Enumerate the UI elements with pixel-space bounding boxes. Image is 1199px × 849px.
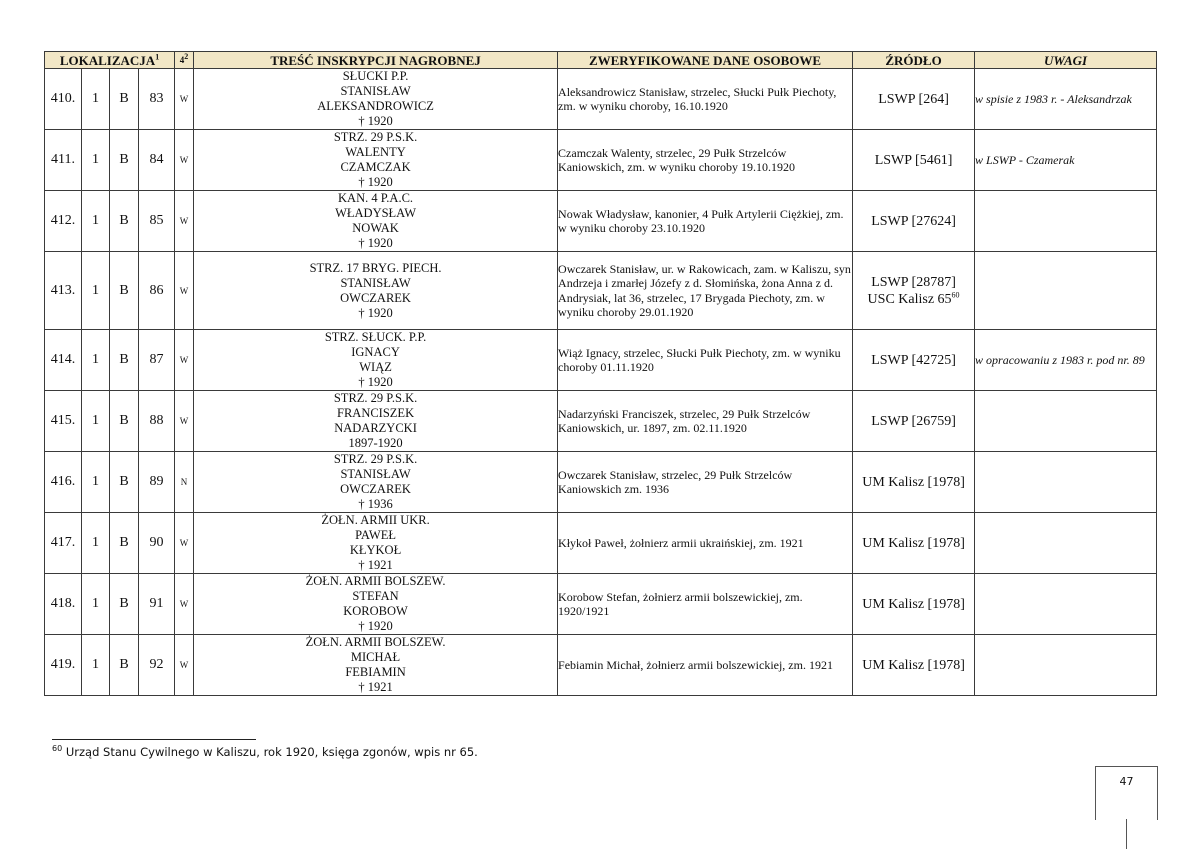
row-number: 411. (45, 130, 82, 191)
row-personal-data: Kłykoł Paweł, żołnierz armii ukraińskiej, zm. 1921 (558, 513, 853, 574)
row-grob: 92 (139, 635, 175, 696)
row-source (853, 513, 975, 574)
row-source (853, 69, 975, 130)
inscription-line-4: 1897-1920 (348, 436, 403, 450)
row-status: W (175, 252, 194, 330)
row-inscription (194, 191, 558, 252)
row-number: 416. (45, 452, 82, 513)
row-rzad: B (110, 635, 139, 696)
row-rzad: B (110, 252, 139, 330)
row-rzad: B (110, 391, 139, 452)
table-row (45, 130, 1157, 191)
inscription-line-3: NADARZYCKI (334, 421, 417, 435)
row-number: 417. (45, 513, 82, 574)
table-row (45, 574, 1157, 635)
row-source (853, 130, 975, 191)
row-remarks (975, 574, 1157, 635)
table-row (45, 391, 1157, 452)
row-kwatera: 1 (82, 191, 110, 252)
inscription-line-3: KOROBOW (343, 604, 408, 618)
row-grob: 86 (139, 252, 175, 330)
row-inscription (194, 69, 558, 130)
source-footnote-ref: 60 (951, 289, 960, 299)
row-source (853, 635, 975, 696)
row-status: W (175, 130, 194, 191)
inscription-line-1: STRZ. 17 BRYG. PIECH. (309, 260, 442, 275)
row-source (853, 574, 975, 635)
inscription-line-3: OWCZAREK (340, 482, 411, 496)
row-personal-data: Febiamin Michał, żołnierz armii bolszewickiej, zm. 1921 (558, 635, 853, 696)
inscription-line-4: † 1920 (358, 236, 393, 250)
row-kwatera: 1 (82, 635, 110, 696)
source-primary: UM Kalisz [1978] (862, 474, 965, 490)
inscription-line-3: WIĄZ (359, 360, 392, 374)
header-inskrypcja: TREŚĆ INSKRYPCJI NAGROBNEJ (194, 52, 558, 69)
inscription-line-2: PAWEŁ (355, 528, 396, 542)
row-kwatera: 1 (82, 69, 110, 130)
row-status: N (175, 452, 194, 513)
inscription-line-3: CZAMCZAK (340, 160, 411, 174)
header-uwagi: UWAGI (975, 52, 1157, 69)
table-row (45, 69, 1157, 130)
inscription-line-1: SŁUCKI P.P. (342, 69, 409, 83)
table-row (45, 513, 1157, 574)
row-kwatera: 1 (82, 513, 110, 574)
row-remarks (975, 252, 1157, 330)
inscription-line-4: † 1920 (358, 375, 393, 389)
row-kwatera: 1 (82, 391, 110, 452)
row-grob: 90 (139, 513, 175, 574)
row-rzad: B (110, 69, 139, 130)
header-col4: $4^2$ (175, 52, 194, 69)
row-remarks: w LSWP - Czamerak (975, 130, 1157, 191)
inscription-line-4: † 1920 (358, 175, 393, 189)
row-grob: 85 (139, 191, 175, 252)
row-source (853, 452, 975, 513)
row-personal-data: Korobow Stefan, żołnierz armii bolszewickiej, zm. 1920/1921 (558, 574, 853, 635)
inscription-line-4: † 1921 (358, 558, 393, 572)
row-source (853, 391, 975, 452)
inscription-line-2: STANISŁAW (340, 467, 411, 481)
inscription-line-3: KŁYKOŁ (349, 543, 402, 557)
inscription-line-2: MICHAŁ (350, 650, 401, 664)
inscription-line-4: † 1920 (358, 619, 393, 633)
table-row (45, 191, 1157, 252)
row-grob: 91 (139, 574, 175, 635)
inscription-line-4: † 1920 (358, 114, 393, 128)
row-remarks: w opracowaniu z 1983 r. pod nr. 89 (975, 330, 1157, 391)
inscription-line-1: ŻOŁN. ARMII BOLSZEW. (305, 635, 446, 649)
inscription-line-4: † 1920 (358, 305, 393, 320)
row-status: W (175, 513, 194, 574)
table-row (45, 635, 1157, 696)
footnote (52, 745, 478, 759)
row-remarks (975, 191, 1157, 252)
inscription-line-2: STEFAN (352, 589, 399, 603)
row-inscription (194, 252, 558, 330)
inscription-line-3: OWCZAREK (340, 290, 411, 305)
inscription-line-4: † 1921 (358, 680, 393, 694)
inscription-line-2: FRANCISZEK (337, 406, 415, 420)
row-status: W (175, 574, 194, 635)
footnote-text: Urząd Stanu Cywilnego w Kaliszu, rok 1920, księga zgonów, wpis nr 65. (62, 745, 478, 759)
table-row (45, 330, 1157, 391)
row-rzad: B (110, 513, 139, 574)
row-personal-data: Nowak Władysław, kanonier, 4 Pułk Artylerii Ciężkiej, zm. w wyniku choroby 23.10.1920 (558, 191, 853, 252)
inscription-line-3: ALEKSANDROWICZ (317, 99, 434, 113)
row-number: 413. (45, 252, 82, 330)
source-primary: LSWP [42725] (871, 352, 956, 368)
row-remarks (975, 635, 1157, 696)
source-primary: UM Kalisz [1978] (862, 535, 965, 551)
row-inscription (194, 452, 558, 513)
row-rzad: B (110, 574, 139, 635)
row-grob: 84 (139, 130, 175, 191)
table-header-row (45, 52, 1157, 69)
row-kwatera: 1 (82, 252, 110, 330)
row-inscription (194, 130, 558, 191)
source-primary: LSWP [264] (878, 91, 949, 107)
row-status: W (175, 191, 194, 252)
source-primary: LSWP [27624] (871, 213, 956, 229)
row-source (853, 191, 975, 252)
header-dane-osobowe: ZWERYFIKOWANE DANE OSOBOWE (558, 52, 853, 69)
source-primary: UM Kalisz [1978] (862, 596, 965, 612)
inscription-line-1: STRZ. 29 P.S.K. (333, 391, 418, 405)
row-source (853, 330, 975, 391)
table-body (45, 69, 1157, 696)
row-remarks (975, 391, 1157, 452)
row-remarks (975, 452, 1157, 513)
inscription-line-2: WŁADYSŁAW (335, 206, 417, 220)
inscription-line-1: ŻOŁN. ARMII BOLSZEW. (305, 574, 446, 588)
row-personal-data: Owczarek Stanisław, ur. w Rakowicach, zam. w Kaliszu, syn Andrzeja i zmarłej Józefy z d. Słomińska, żona Anna z d. Andrysiak, lat 36, strzelec, 17 Brygada Piechoty, zm. w wyniku choroby 29.01.1920 (558, 252, 853, 330)
row-number: 410. (45, 69, 82, 130)
footnote-mark: 60 (52, 744, 63, 754)
row-kwatera: 1 (82, 330, 110, 391)
inscription-line-1: KAN. 4 P.A.C. (338, 191, 414, 205)
row-number: 419. (45, 635, 82, 696)
row-kwatera: 1 (82, 452, 110, 513)
inscription-line-4: † 1936 (358, 497, 393, 511)
source-primary: LSWP [28787] (871, 274, 956, 290)
grave-table (44, 51, 1157, 696)
source-primary: LSWP [5461] (874, 152, 953, 168)
row-status: W (175, 69, 194, 130)
inscription-line-2: STANISŁAW (340, 84, 411, 98)
row-kwatera: 1 (82, 574, 110, 635)
row-source (853, 252, 975, 330)
row-grob: 88 (139, 391, 175, 452)
inscription-line-1: STRZ. SŁUCK. P.P. (324, 330, 427, 344)
footnote-rule (52, 739, 256, 740)
row-number: 418. (45, 574, 82, 635)
row-personal-data: Wiąż Ignacy, strzelec, Słucki Pułk Piechoty, zm. w wyniku choroby 01.11.1920 (558, 330, 853, 391)
row-rzad: B (110, 452, 139, 513)
row-status: W (175, 635, 194, 696)
row-rzad: B (110, 191, 139, 252)
row-status: W (175, 391, 194, 452)
row-personal-data: Czamczak Walenty, strzelec, 29 Pułk Strzelców Kaniowskich, zm. w wyniku choroby 19.10.1920 (558, 130, 853, 191)
row-grob: 89 (139, 452, 175, 513)
row-status: W (175, 330, 194, 391)
inscription-line-3: FEBIAMIN (345, 665, 406, 679)
row-grob: 87 (139, 330, 175, 391)
row-personal-data: Owczarek Stanisław, strzelec, 29 Pułk Strzelców Kaniowskich zm. 1936 (558, 452, 853, 513)
source-primary: UM Kalisz [1978] (862, 657, 965, 673)
inscription-line-1: STRZ. 29 P.S.K. (333, 452, 418, 466)
inscription-line-1: STRZ. 29 P.S.K. (333, 130, 418, 144)
row-remarks (975, 513, 1157, 574)
row-number: 415. (45, 391, 82, 452)
row-inscription (194, 635, 558, 696)
row-number: 414. (45, 330, 82, 391)
row-personal-data: Nadarzyński Franciszek, strzelec, 29 Pułk Strzelców Kaniowskich, ur. 1897, zm. 02.11.1920 (558, 391, 853, 452)
header-lokalizacja: LOKALIZACJA$^1$ (45, 52, 175, 69)
row-inscription (194, 513, 558, 574)
row-kwatera: 1 (82, 130, 110, 191)
row-grob: 83 (139, 69, 175, 130)
page-number: 47 (1119, 775, 1134, 788)
row-inscription (194, 574, 558, 635)
row-remarks: w spisie z 1983 r. - Aleksandrzak (975, 69, 1157, 130)
row-inscription (194, 330, 558, 391)
row-rzad: B (110, 130, 139, 191)
row-number: 412. (45, 191, 82, 252)
page-number-box (1095, 766, 1158, 820)
inscription-line-2: WALENTY (345, 145, 406, 159)
header-zrodlo: ŹRÓDŁO (853, 52, 975, 69)
row-inscription (194, 391, 558, 452)
inscription-line-2: IGNACY (351, 345, 400, 359)
inscription-line-3: NOWAK (352, 221, 399, 235)
row-personal-data: Aleksandrowicz Stanisław, strzelec, Słucki Pułk Piechoty, zm. w wyniku choroby, 16.10.1920 (558, 69, 853, 130)
row-rzad: B (110, 330, 139, 391)
table-row (45, 252, 1157, 330)
inscription-line-2: STANISŁAW (340, 275, 411, 290)
source-secondary-text: USC Kalisz 65 (867, 291, 952, 307)
table-row (45, 452, 1157, 513)
source-secondary (853, 291, 974, 308)
source-primary: LSWP [26759] (871, 413, 956, 429)
inscription-line-1: ŻOŁN. ARMII UKR. (321, 513, 430, 527)
page-number-line (1126, 819, 1127, 849)
